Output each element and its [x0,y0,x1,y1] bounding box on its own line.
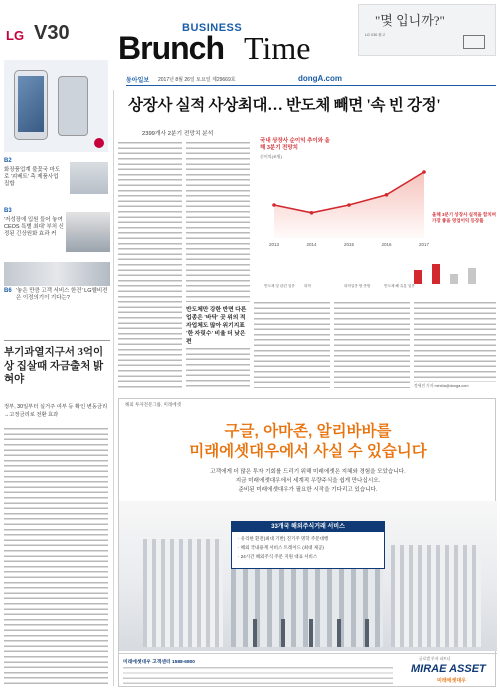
left-feature-story[interactable] [4,346,110,686]
phone-image-2 [58,76,88,136]
index-photo [70,162,108,194]
secondary-headline: 반도체만 강한 반면 다른 업종은 '바닥' 곳 위의 적자업체도 많아 위기지표 '한 자릿수' 비율 더 낮은 편 [186,307,247,345]
building-glass [143,539,223,647]
chart-point [347,203,351,207]
lg-logo-text: LG [6,28,25,43]
index-page-b2: B2 [4,158,12,164]
index-headline: 화장품업계 불꽃국 마도로 '괴베트' 측 제품사업 집합 [4,167,61,187]
header-ad-small: LG V30 광고 [365,33,386,37]
ad-footer-disclaimer [123,665,393,685]
business-label: BUSINESS [182,22,243,34]
people-silhouettes [239,619,379,647]
chart-point [385,193,389,197]
masthead [118,22,358,72]
bar-label: 반도체 빼 유통 업종 [384,284,415,288]
building-glass [391,545,481,647]
brand-tagline: 글로벌 투자 파트너 [419,657,451,661]
index-photo-people [66,212,110,252]
lg-circle-icon [94,138,104,148]
service-title: 33개국 해외주식거래 서비스 [232,522,384,532]
profit-chart [254,130,496,260]
index-item[interactable] [4,158,110,202]
donga-url[interactable]: dongA.com [298,74,342,83]
lg-header-ad[interactable] [4,4,124,54]
ad-footer-contact: 미래에셋대우 고객센터 1588-6800 [123,660,195,665]
mini-bar [468,268,476,284]
index-item[interactable] [4,262,110,312]
ad-body-1: 고객에게 더 많은 투자 기회를 드리기 위해 미래에셋은 지혜와 경험을 모았습니다. [210,469,406,475]
main-col-3 [254,300,330,388]
main-headline[interactable]: 상장사 실적 사상최대… 반도체 빼면 '속 빈 강정' [128,97,441,114]
brunch-title: Brunch [118,30,224,66]
ad-headline-2: 미래에셋대우에서 사실 수 있습니다 [189,443,427,460]
chart-title: 국내 상장사 순이익 추이와 올해 3분기 전망치 [260,138,330,151]
chart-point [422,170,426,174]
main-col-1 [118,140,182,388]
chart-series-label: 순이익(조원) [260,154,282,159]
ad-footer [119,653,497,687]
chart-bars-row [254,260,496,296]
chart-point [272,203,276,207]
header-ad-right[interactable] [358,4,496,56]
index-item[interactable] [4,208,110,258]
chart-x-tick-label: 2013 [268,242,280,247]
index-page-b6: B6 [4,288,12,294]
time-title: Time [244,30,311,66]
donga-logo: 동아일보 [126,78,150,84]
v30-model-text: V30 [34,22,70,44]
chart-plot-area [269,170,430,247]
mirae-ad[interactable] [118,398,496,687]
feature-body-text [4,426,108,688]
header-ad-logo-icon [463,35,485,49]
feature-title: 부기과열지구서 3억이상 집살때 자금출처 밝혀야 [4,347,104,385]
column-rule [113,90,114,686]
index-page-b3: B3 [4,208,12,214]
chart-x-tick-label: 2014 [306,242,317,247]
chart-svg [254,160,496,260]
header-ad-question: "몇 입니까?" [375,13,445,28]
mini-bar [414,270,422,284]
index-headline: '저성장에 입원 들어 놓여 CEOS 특별 최대' 부처 신정된 긴상원화 효과 커 [4,217,64,237]
bar-label: 화학 [304,284,311,288]
mini-bar [432,264,440,284]
ad-top-label: 해외 투자전문그룹, 미래에셋 [125,402,181,407]
chart-x-tick-label: 2016 [381,242,392,247]
left-index [4,158,110,338]
chart-annotation: 올해 3분기 상장사 실적을 합치며 가장 좋을 영업이익 등장률 [432,212,497,223]
mini-bar [450,274,458,284]
chart-x-tick-label: 2015 [343,242,355,247]
main-col-4 [334,300,410,388]
main-col-2b [186,346,250,388]
index-headline: '놓은 만큼 고객 서비스 한건' LG헬비전은 이정의기이 기다는? [16,288,108,301]
mirae-sub-logo: 미래에셋대우 [437,678,466,684]
issue-date: 2017년 8월 26일 토요일 제29669호 [158,76,236,83]
service-box [231,521,385,569]
left-divider [4,340,110,341]
main-subhead: 2399개사 2분기 전망치 분석 [142,131,214,137]
service-item: · 해외 국내용계 서비스 트레이드 (최대 제공) [238,545,324,550]
ad-body-2: 지금 미래에셋대우에서 세계적 우량주식을 쉽게 만나십시오. [235,478,381,484]
mirae-asset-logo: MIRAE ASSET [411,663,486,675]
bar-label: 반도체 및 관련 업종 [264,284,295,288]
ad-headline-1: 구글, 아마존, 알리바바를 [224,423,392,440]
bar-label: 화학업종 합 종합 [344,284,371,288]
main-byline: 정세진 기자 mint4a@donga.com [414,384,469,388]
chart-x-tick-label: 2017 [418,242,430,247]
service-item: · 유리한 환전(최대 기반) 진기주 명학 주문대행 [238,536,329,541]
main-col-2 [186,140,250,302]
ad-body-3: 준비된 미래에셋대우가 필요한 시작을 기다리고 있습니다. [238,487,378,493]
lg-phone-ad[interactable] [4,60,108,152]
feature-subtitle: 정부, 30일부터 실거주 여부 등 확인 변동금리→고정금리로 전환 효과 [4,404,108,418]
service-item: · 24시간 해외주식 주문 지원 대표 서비스 [238,554,318,559]
date-bar [126,74,496,86]
chart-point [310,211,314,215]
main-col-5 [414,300,496,382]
phone-screen [18,76,44,132]
index-photo-wide [4,262,110,286]
